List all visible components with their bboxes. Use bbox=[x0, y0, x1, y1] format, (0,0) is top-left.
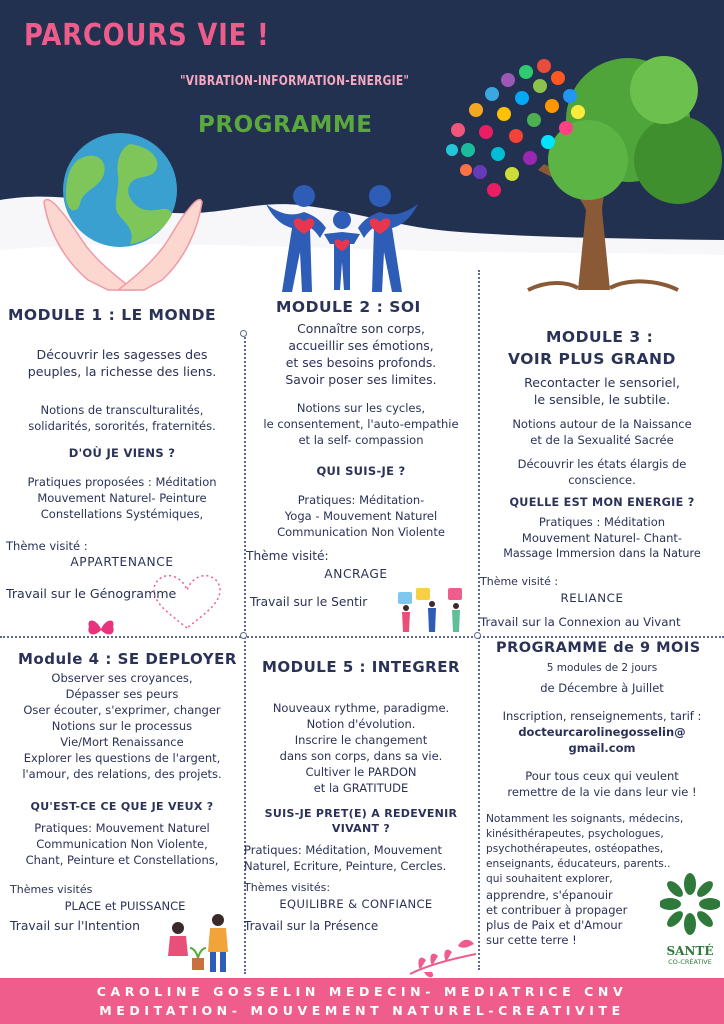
text-line: Pratiques: Méditation- bbox=[297, 493, 425, 507]
text-line: psychothérapeutes, ostéopathes, bbox=[486, 843, 664, 855]
text-line: et de la Sexualité Sacrée bbox=[530, 433, 674, 447]
text-line: Notamment les soignants, médecins, bbox=[486, 813, 684, 825]
footer-line1: CAROLINE GOSSELIN MEDECIN- MEDIATRICE CNV bbox=[96, 984, 628, 999]
page-title: PARCOURS VIE ! bbox=[24, 18, 270, 53]
text-line: Notions sur le processus bbox=[51, 719, 193, 733]
module5-pratiques bbox=[244, 842, 480, 874]
text-line: Découvrir les états élargis de bbox=[517, 457, 687, 471]
module1-notions bbox=[0, 402, 244, 434]
text-line: Connaître son corps, bbox=[297, 321, 425, 336]
text-line: conscience. bbox=[568, 473, 636, 487]
module3-intro bbox=[480, 374, 724, 408]
sante-cocreative-logo bbox=[660, 872, 720, 976]
text-line: et ses besoins profonds. bbox=[285, 355, 437, 370]
module3-etats bbox=[480, 456, 724, 488]
module3-title-line2: VOIR PLUS GRAND bbox=[508, 350, 676, 368]
text-line: Massage Immersion dans la Nature bbox=[503, 547, 701, 560]
module2-theme-label: Thème visité: bbox=[246, 549, 329, 563]
text-line: apprendre, s'épanouir bbox=[486, 888, 613, 902]
gardening-kids-illustration bbox=[162, 912, 246, 976]
programme-notamment bbox=[486, 812, 683, 887]
text-line: Naturel, Ecriture, Peinture, Cercles. bbox=[244, 859, 447, 873]
family-figures-illustration bbox=[262, 182, 422, 292]
module4-theme: PLACE et PUISSANCE bbox=[64, 899, 186, 913]
module5-intro bbox=[246, 700, 476, 796]
text-line: Communication Non Violente, bbox=[36, 837, 208, 851]
module5-question bbox=[246, 806, 476, 836]
module2-title: MODULE 2 : SOI bbox=[276, 298, 421, 316]
module1-theme: APPARTENANCE bbox=[70, 555, 174, 569]
text-line: Savoir poser ses limites. bbox=[285, 372, 437, 387]
module2-intro bbox=[246, 320, 476, 388]
text-line: l'amour, des relations, des projets. bbox=[22, 767, 222, 781]
text-line: accueillir ses émotions, bbox=[288, 338, 434, 353]
text-line: enseignants, éducateurs, parents.. bbox=[486, 858, 671, 870]
module5-theme-label: Thèmes visités: bbox=[244, 881, 331, 894]
programme-inscription: Inscription, renseignements, tarif : bbox=[502, 709, 702, 723]
module4-pratiques bbox=[0, 820, 244, 868]
text-line: et la self- compassion bbox=[298, 433, 424, 447]
text-line: Découvrir les sagesses des bbox=[36, 347, 208, 362]
text-line: et la GRATITUDE bbox=[313, 781, 409, 795]
text-line: Chant, Peinture et Constellations, bbox=[25, 853, 219, 867]
text-line: docteurcarolinegosselin@ bbox=[518, 725, 686, 739]
module3-travail: Travail sur la Connexion au Vivant bbox=[480, 615, 681, 629]
text-line: Notion d'évolution. bbox=[306, 717, 416, 731]
module4-intro bbox=[0, 670, 244, 782]
text-line: Pratiques : Méditation bbox=[538, 515, 666, 529]
text-line: le consentement, l'auto-empathie bbox=[263, 417, 459, 431]
programme-objectifs bbox=[486, 888, 627, 948]
programme-period: de Décembre à Juillet bbox=[540, 681, 664, 695]
logo-word-cocreative: CO-CRÉATIVE bbox=[668, 958, 712, 966]
programme-info-title: PROGRAMME de 9 MOIS bbox=[496, 640, 701, 656]
text-line: dans son corps, dans sa vie. bbox=[279, 749, 443, 763]
text-line: et contribuer à propager bbox=[486, 903, 628, 917]
text-line: qui souhaitent explorer, bbox=[486, 873, 613, 885]
module3-title-line1: MODULE 3 : bbox=[546, 328, 654, 346]
module1-question: D'OÙ JE VIENS ? bbox=[68, 446, 176, 460]
module2-travail: Travail sur le Sentir bbox=[250, 595, 368, 609]
divider-dot bbox=[240, 632, 247, 639]
module4-title: Module 4 : SE DEPLOYER bbox=[18, 650, 237, 668]
text-line: le sensible, le subtile. bbox=[533, 392, 671, 407]
contact-email[interactable] bbox=[480, 724, 724, 756]
text-line: Pour tous ceux qui veulent bbox=[525, 769, 679, 783]
module4-travail: Travail sur l'Intention bbox=[10, 918, 140, 933]
tree-foliage bbox=[548, 56, 722, 204]
text-line: VIVANT ? bbox=[331, 822, 391, 835]
text-line: Dépasser ses peurs bbox=[65, 687, 179, 701]
module1-theme-label: Thème visité : bbox=[6, 539, 88, 553]
module5-theme: EQUILIBRE & CONFIANCE bbox=[279, 897, 433, 911]
text-line: Constellations Systémiques, bbox=[40, 507, 204, 521]
text-line: kinésithérapeutes, psychologues, bbox=[486, 828, 664, 840]
text-line: SUIS-JE PRET(E) A REDEVENIR bbox=[264, 807, 458, 820]
header-banner bbox=[0, 0, 724, 292]
text-line: remettre de la vie dans leur vie ! bbox=[507, 785, 697, 799]
pink-branch-bird-illustration bbox=[406, 930, 480, 978]
module2-pratiques bbox=[246, 492, 476, 540]
text-line: sur cette terre ! bbox=[486, 933, 577, 947]
earth-in-hands-illustration bbox=[38, 130, 208, 292]
module1-travail: Travail sur le Génogramme bbox=[6, 586, 177, 601]
module1-intro bbox=[0, 346, 244, 380]
text-line: peuples, la richesse des liens. bbox=[27, 364, 217, 379]
text-line: Mouvement Naturel- Chant- bbox=[521, 531, 683, 545]
text-line: Inscrire le changement bbox=[294, 733, 428, 747]
footer-line2: MEDITATION- MOUVEMENT NATUREL-CREATIVITE bbox=[99, 1003, 625, 1018]
text-line: Communication Non Violente bbox=[277, 525, 445, 539]
dotted-heart-icon bbox=[150, 572, 224, 632]
hands-tree-illustration bbox=[428, 50, 724, 292]
divider-dot bbox=[474, 632, 481, 639]
text-line: Yoga - Mouvement Naturel bbox=[284, 509, 438, 523]
module5-title: MODULE 5 : INTEGRER bbox=[262, 658, 460, 676]
text-line: Nouveaux rythme, paradigme. bbox=[272, 701, 450, 715]
text-line: Notions de transculturalités, bbox=[40, 403, 204, 417]
text-line: Oser écouter, s'exprimer, changer bbox=[23, 703, 221, 717]
text-line: solidarités, sororités, fraternités. bbox=[28, 419, 216, 433]
module3-pratiques bbox=[480, 514, 724, 562]
module2-theme: ANCRAGE bbox=[324, 567, 388, 581]
text-line: Observer ses croyances, bbox=[51, 671, 193, 685]
text-line: Pratiques: Méditation, Mouvement bbox=[244, 843, 442, 857]
text-line: gmail.com bbox=[568, 741, 636, 755]
page-subtitle: "VIBRATION-INFORMATION-ENERGIE" bbox=[180, 74, 410, 89]
butterfly-icon bbox=[86, 616, 116, 642]
programme-pour-tous bbox=[480, 768, 724, 800]
leaf-mandala-icon bbox=[660, 872, 720, 936]
module3-theme: RELIANCE bbox=[560, 591, 624, 605]
text-line: Explorer les questions de l'argent, bbox=[23, 751, 221, 765]
module5-travail: Travail sur la Présence bbox=[244, 919, 379, 933]
module2-question: QUI SUIS-JE ? bbox=[316, 464, 406, 478]
module3-theme-label: Thème visité : bbox=[480, 575, 559, 588]
text-line: plus de Paix et d'Amour bbox=[486, 918, 623, 932]
module1-title: MODULE 1 : LE MONDE bbox=[8, 306, 217, 324]
text-line: Mouvement Naturel- Peinture bbox=[37, 491, 207, 505]
programme-heading: PROGRAMME bbox=[198, 112, 373, 138]
text-line: Cultiver le PARDON bbox=[305, 765, 417, 779]
footer-banner bbox=[0, 978, 724, 1024]
module2-notions bbox=[246, 400, 476, 448]
text-line: Notions autour de la Naissance bbox=[512, 417, 692, 431]
text-line: Pratiques proposées : Méditation bbox=[27, 475, 217, 489]
module1-pratiques bbox=[0, 474, 244, 522]
text-line: Vie/Mort Renaissance bbox=[60, 735, 184, 749]
text-line: Recontacter le sensoriel, bbox=[524, 375, 680, 390]
module4-theme-label: Thèmes visités bbox=[10, 883, 93, 896]
text-line: Notions sur les cycles, bbox=[296, 401, 426, 415]
module3-question: QUELLE EST MON ENERGIE ? bbox=[509, 496, 695, 509]
module3-notions bbox=[480, 416, 724, 448]
module4-question: QU'EST-CE CE QUE JE VEUX ? bbox=[30, 800, 214, 813]
text-line: Pratiques: Mouvement Naturel bbox=[34, 821, 210, 835]
logo-word-sante: SANTÉ bbox=[666, 944, 714, 958]
programme-modules: 5 modules de 2 jours bbox=[546, 662, 658, 674]
puzzle-team-illustration bbox=[392, 586, 474, 634]
